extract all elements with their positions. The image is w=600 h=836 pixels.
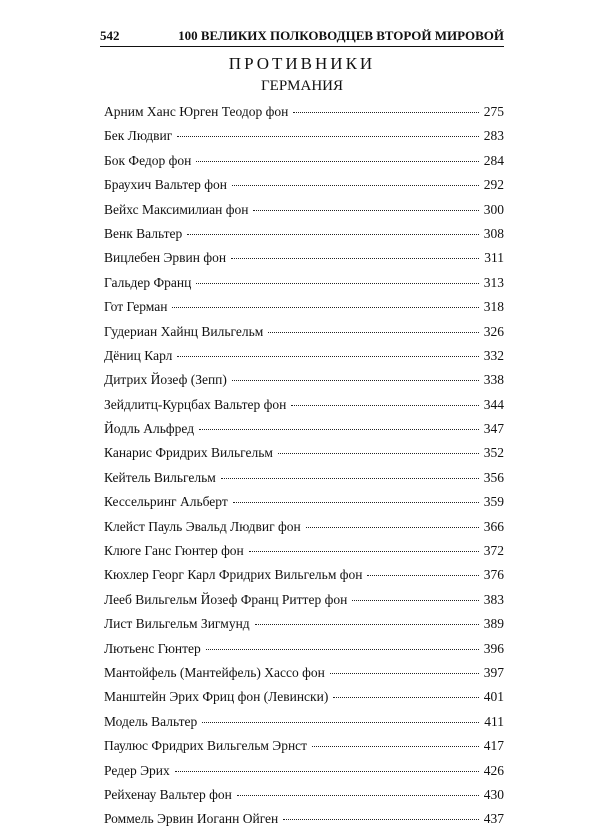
toc-entry-page: 313 bbox=[483, 274, 504, 290]
toc-entry-page: 426 bbox=[483, 762, 504, 778]
toc-entry-name: Зейдлитц-Курцбах Вальтер фон bbox=[104, 396, 287, 412]
toc-entry-page: 401 bbox=[483, 689, 504, 705]
toc-entry-page: 437 bbox=[483, 811, 504, 827]
toc-entry-name: Манштейн Эрих Фриц фон (Левински) bbox=[104, 689, 329, 705]
dot-leader bbox=[293, 112, 479, 113]
dot-leader bbox=[330, 673, 479, 674]
toc-entry-page: 311 bbox=[484, 250, 504, 266]
toc-entry-name: Лютьенс Гюнтер bbox=[104, 640, 201, 656]
toc-entry-name: Кессельринг Альберт bbox=[104, 494, 228, 510]
dot-leader bbox=[255, 624, 479, 625]
table-of-contents bbox=[104, 104, 504, 836]
toc-entry-page: 430 bbox=[483, 786, 504, 802]
toc-entry bbox=[104, 299, 504, 323]
toc-entry-page: 284 bbox=[483, 152, 504, 168]
toc-entry bbox=[104, 372, 504, 396]
dot-leader bbox=[367, 575, 479, 576]
toc-entry-page: 347 bbox=[483, 421, 504, 437]
toc-entry-name: Арним Ханс Юрген Теодор фон bbox=[104, 104, 289, 119]
dot-leader bbox=[312, 746, 479, 747]
toc-entry bbox=[104, 787, 504, 811]
toc-entry bbox=[104, 153, 504, 177]
toc-entry-name: Клюге Ганс Гюнтер фон bbox=[104, 543, 244, 559]
toc-entry bbox=[104, 616, 504, 640]
toc-entry bbox=[104, 738, 504, 762]
toc-entry-page: 275 bbox=[483, 104, 504, 119]
dot-leader bbox=[199, 429, 479, 430]
toc-entry bbox=[104, 811, 504, 835]
toc-entry-page: 396 bbox=[483, 640, 504, 656]
toc-entry-name: Клейст Пауль Эвальд Людвиг фон bbox=[104, 518, 301, 534]
dot-leader bbox=[291, 405, 479, 406]
toc-entry-page: 352 bbox=[483, 445, 504, 461]
section-title: ПРОТИВНИКИ bbox=[228, 54, 376, 73]
dot-leader bbox=[283, 819, 479, 820]
toc-entry-name: Венк Вальтер bbox=[104, 225, 183, 241]
dot-leader bbox=[278, 453, 479, 454]
toc-entry-name: Дитрих Йозеф (Зепп) bbox=[104, 372, 227, 388]
toc-entry bbox=[104, 494, 504, 518]
dot-leader bbox=[306, 527, 479, 528]
toc-entry-page: 376 bbox=[483, 567, 504, 583]
toc-entry bbox=[104, 177, 504, 201]
toc-entry bbox=[104, 250, 504, 274]
dot-leader bbox=[175, 771, 479, 772]
dot-leader bbox=[233, 502, 479, 503]
toc-entry-name: Гот Герман bbox=[104, 299, 168, 315]
dot-leader bbox=[196, 283, 479, 284]
dot-leader bbox=[177, 136, 479, 137]
toc-entry-name: Гальдер Франц bbox=[104, 274, 192, 290]
dot-leader bbox=[202, 722, 479, 723]
toc-entry bbox=[104, 519, 504, 543]
toc-entry-name: Канарис Фридрих Вильгельм bbox=[104, 445, 273, 461]
toc-entry bbox=[104, 348, 504, 372]
toc-entry-page: 359 bbox=[483, 494, 504, 510]
dot-leader bbox=[187, 234, 479, 235]
dot-leader bbox=[177, 356, 479, 357]
toc-entry-name: Вейхс Максимилиан фон bbox=[104, 201, 249, 217]
toc-entry-page: 292 bbox=[483, 177, 504, 193]
toc-entry-page: 366 bbox=[483, 518, 504, 534]
toc-entry-name: Дёниц Карл bbox=[104, 347, 173, 363]
toc-entry-name: Модель Вальтер bbox=[104, 713, 198, 729]
page-header bbox=[100, 26, 504, 47]
dot-leader bbox=[333, 697, 479, 698]
toc-entry-page: 383 bbox=[483, 591, 504, 607]
toc-entry bbox=[104, 714, 504, 738]
toc-entry-name: Лееб Вильгельм Йозеф Франц Риттер фон bbox=[104, 591, 348, 607]
toc-entry-page: 344 bbox=[483, 396, 504, 412]
dot-leader bbox=[249, 551, 479, 552]
toc-entry-name: Бек Людвиг bbox=[104, 128, 173, 144]
toc-entry-name: Редер Эрих bbox=[104, 762, 170, 778]
toc-entry-page: 356 bbox=[483, 469, 504, 485]
toc-entry-name: Роммель Эрвин Иоганн Ойген bbox=[104, 811, 279, 827]
toc-entry bbox=[104, 275, 504, 299]
toc-entry-page: 283 bbox=[483, 128, 504, 144]
toc-entry bbox=[104, 763, 504, 787]
toc-entry-page: 326 bbox=[483, 323, 504, 339]
dot-leader bbox=[172, 307, 479, 308]
toc-entry bbox=[104, 202, 504, 226]
toc-entry-name: Вицлебен Эрвин фон bbox=[104, 250, 227, 266]
dot-leader bbox=[237, 795, 479, 796]
dot-leader bbox=[352, 600, 479, 601]
dot-leader bbox=[232, 185, 479, 186]
dot-leader bbox=[221, 478, 479, 479]
page-number: 542 bbox=[100, 28, 120, 43]
subsection-title: ГЕРМАНИЯ bbox=[260, 78, 344, 94]
toc-entry bbox=[104, 397, 504, 421]
toc-entry bbox=[104, 226, 504, 250]
dot-leader bbox=[253, 210, 479, 211]
dot-leader bbox=[232, 380, 479, 381]
toc-entry bbox=[104, 592, 504, 616]
toc-entry-page: 300 bbox=[483, 201, 504, 217]
toc-entry bbox=[104, 543, 504, 567]
toc-entry-page: 397 bbox=[483, 664, 504, 680]
running-title: 100 ВЕЛИКИХ ПОЛКОВОДЦЕВ ВТОРОЙ МИРОВОЙ bbox=[178, 28, 504, 43]
toc-entry-name: Мантойфель (Мантейфель) Хассо фон bbox=[104, 664, 325, 680]
toc-entry-name: Гудериан Хайнц Вильгельм bbox=[104, 323, 264, 339]
toc-entry-page: 338 bbox=[483, 372, 504, 388]
dot-leader bbox=[206, 649, 479, 650]
toc-entry bbox=[104, 445, 504, 469]
toc-entry bbox=[104, 689, 504, 713]
toc-entry-page: 372 bbox=[483, 543, 504, 559]
toc-entry-page: 318 bbox=[483, 299, 504, 315]
toc-entry bbox=[104, 567, 504, 591]
toc-entry-page: 332 bbox=[483, 347, 504, 363]
dot-leader bbox=[231, 258, 479, 259]
toc-entry-name: Кюхлер Георг Карл Фридрих Вильгельм фон bbox=[104, 567, 363, 583]
toc-entry bbox=[104, 128, 504, 152]
dot-leader bbox=[196, 161, 479, 162]
toc-entry-page: 411 bbox=[484, 713, 504, 729]
toc-entry-name: Кейтель Вильгельм bbox=[104, 469, 216, 485]
toc-entry-page: 389 bbox=[483, 616, 504, 632]
toc-entry-page: 308 bbox=[483, 225, 504, 241]
toc-entry bbox=[104, 324, 504, 348]
toc-entry-name: Браухич Вальтер фон bbox=[104, 177, 227, 193]
toc-entry-name: Лист Вильгельм Зигмунд bbox=[104, 616, 250, 632]
toc-entry-name: Йодль Альфред bbox=[104, 421, 195, 437]
toc-entry-page: 417 bbox=[483, 738, 504, 754]
toc-entry bbox=[104, 641, 504, 665]
dot-leader bbox=[268, 332, 479, 333]
toc-entry bbox=[104, 665, 504, 689]
toc-entry bbox=[104, 470, 504, 494]
toc-entry-name: Паулюс Фридрих Вильгельм Эрнст bbox=[104, 738, 308, 754]
toc-entry bbox=[104, 104, 504, 128]
toc-entry bbox=[104, 421, 504, 445]
toc-entry-name: Бок Федор фон bbox=[104, 152, 192, 168]
toc-entry-name: Рейхенау Вальтер фон bbox=[104, 786, 232, 802]
